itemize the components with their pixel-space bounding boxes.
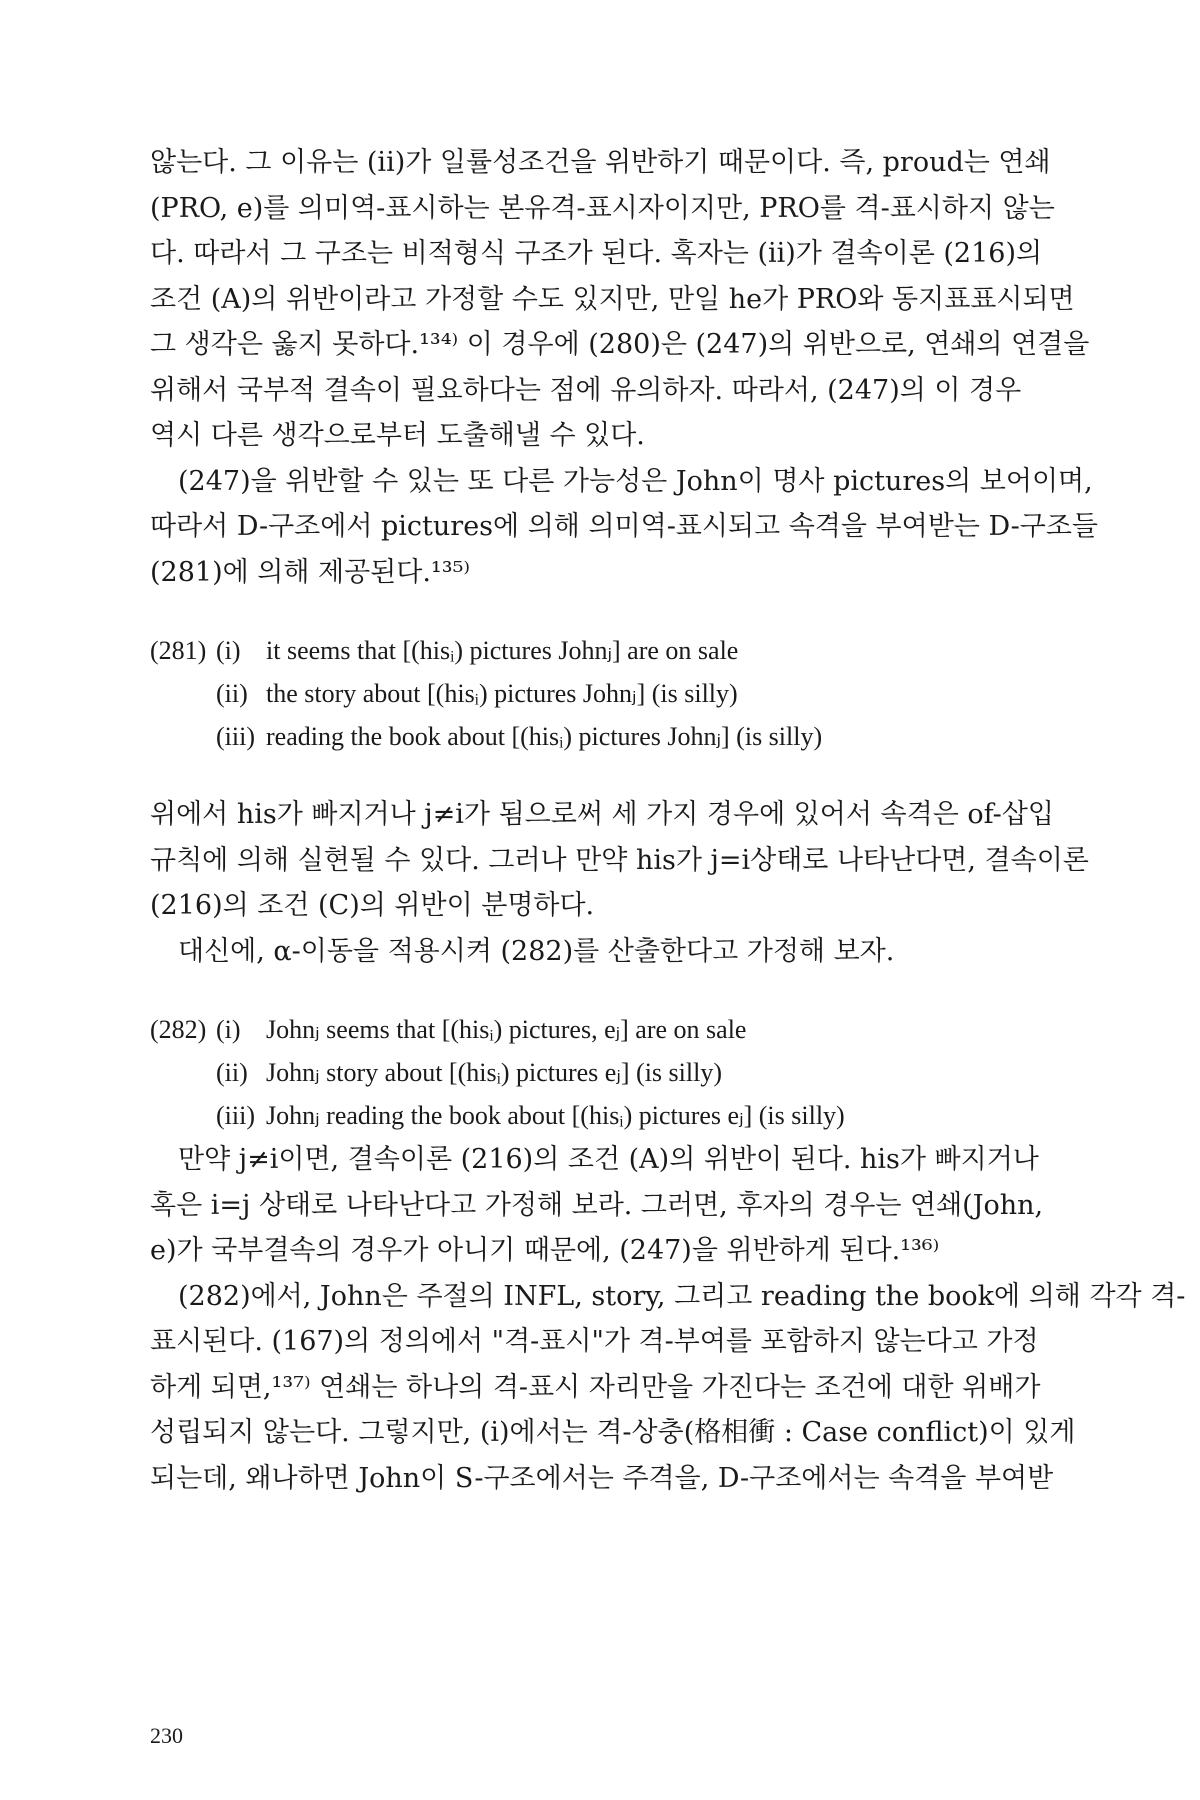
text-line: e)가 국부결속의 경우가 아니기 때문에, (247)을 위반하게 된다.¹³⁶⁾	[150, 1235, 940, 1266]
text-line: 위해서 국부적 결속이 필요하다는 점에 유의하자. 따라서, (247)의 이 경우	[150, 374, 1022, 406]
text-line: 역시 다른 생각으로부터 도출해낼 수 있다.	[150, 420, 645, 451]
text-line: (281)에 의해 제공된다.¹³⁵⁾	[150, 556, 471, 588]
text-line: 다. 따라서 그 구조는 비적형식 구조가 된다. 혹자는 (ii)가 결속이론 (216)의	[150, 238, 1043, 269]
paragraph-5	[150, 1137, 1055, 1183]
text-line: 하게 되면,¹³⁷⁾ 연쇄는 하나의 격-표시 자리만을 가진다는 조건에 대한 위배가	[150, 1371, 1041, 1403]
paragraph-2	[150, 459, 1093, 505]
example-sub-label: (ii)	[216, 1058, 248, 1087]
text-line: 표시된다. (167)의 정의에서 "격-표시"가 격-부여를 포함하지 않는다고 가정	[150, 1326, 1039, 1357]
paragraph-6-cont	[150, 1319, 1076, 1501]
paragraph-4	[150, 929, 1055, 975]
example-text: the story about [(hisᵢ) pictures Johnⱼ] (is silly)	[266, 679, 738, 708]
example-281	[150, 629, 1055, 758]
text-line: 그 생각은 옳지 못하다.¹³⁴⁾ 이 경우에 (280)은 (247)의 위반으로, 연쇄의 연결을	[150, 329, 1090, 360]
paragraph-1	[150, 140, 1090, 459]
example-sub-label: (i)	[216, 636, 241, 665]
paragraph-3	[150, 792, 1089, 929]
text-line: 따라서 D-구조에서 pictures에 의해 의미역-표시되고 속격을 부여받는 D-구조들	[150, 511, 1098, 542]
example-row	[150, 1051, 1055, 1094]
example-sub-label: (i)	[216, 1015, 241, 1044]
paragraph-2-cont	[150, 504, 1098, 595]
text-line: (282)에서, John은 주절의 INFL, story, 그리고 reading the book에 의해 각각 격-	[178, 1280, 1186, 1312]
example-number: (281)	[150, 636, 207, 665]
page-number: 230	[150, 1723, 183, 1748]
text-line: 만약 j≠i이면, 결속이론 (216)의 조건 (A)의 위반이 된다. his가 빠지거나	[178, 1144, 1039, 1175]
example-row	[150, 629, 1055, 672]
example-text: Johnⱼ story about [(hisᵢ) pictures eⱼ] (is silly)	[266, 1058, 722, 1087]
page-body	[150, 140, 1186, 1501]
example-text: Johnⱼ reading the book about [(hisᵢ) pictures eⱼ] (is silly)	[266, 1101, 845, 1130]
example-sub-label: (ii)	[216, 679, 248, 708]
text-line: 되는데, 왜나하면 John이 S-구조에서는 주격을, D-구조에서는 속격을 부여받	[150, 1462, 1054, 1494]
example-sub-label: (iii)	[216, 1101, 255, 1130]
text-line: 않는다. 그 이유는 (ii)가 일률성조건을 위반하기 때문이다. 즉, proud는 연쇄	[150, 147, 1051, 178]
example-text: it seems that [(hisᵢ) pictures Johnⱼ] are on sale	[266, 636, 739, 665]
text-line: 조건 (A)의 위반이라고 가정할 수도 있지만, 만일 he가 PRO와 동지표표시되면	[150, 283, 1075, 315]
paragraph-6	[150, 1274, 1186, 1320]
example-row	[150, 672, 1055, 715]
text-line: (247)을 위반할 수 있는 또 다른 가능성은 John이 명사 pictures의 보어이며,	[178, 465, 1093, 497]
text-line: 대신에, α-이동을 적용시켜 (282)를 산출한다고 가정해 보자.	[178, 935, 895, 967]
text-line: 위에서 his가 빠지거나 j≠i가 됨으로써 세 가지 경우에 있어서 속격은 of-삽입	[150, 799, 1054, 830]
example-row	[150, 1008, 1055, 1051]
example-text: Johnⱼ seems that [(hisᵢ) pictures, eⱼ] are on sale	[266, 1015, 747, 1044]
text-line: 성립되지 않는다. 그렇지만, (i)에서는 격-상충(格相衝 : Case conflict)이 있게	[150, 1417, 1076, 1448]
paragraph-5-cont	[150, 1183, 1055, 1274]
text-line: 혹은 i=j 상태로 나타난다고 가정해 보라. 그러면, 후자의 경우는 연쇄(John,	[150, 1189, 1044, 1221]
example-number: (282)	[150, 1015, 207, 1044]
text-line: (216)의 조건 (C)의 위반이 분명하다.	[150, 890, 595, 921]
example-row	[150, 1094, 1055, 1137]
example-row	[150, 715, 1055, 758]
example-sub-label: (iii)	[216, 722, 255, 751]
text-line: 규칙에 의해 실현될 수 있다. 그러나 만약 his가 j=i상태로 나타난다면, 결속이론	[150, 844, 1089, 876]
example-text: reading the book about [(hisᵢ) pictures Johnⱼ] (is silly)	[266, 722, 823, 751]
text-line: (PRO, e)를 의미역-표시하는 본유격-표시자이지만, PRO를 격-표시하지 않는	[150, 192, 1055, 224]
example-282	[150, 1008, 1055, 1137]
